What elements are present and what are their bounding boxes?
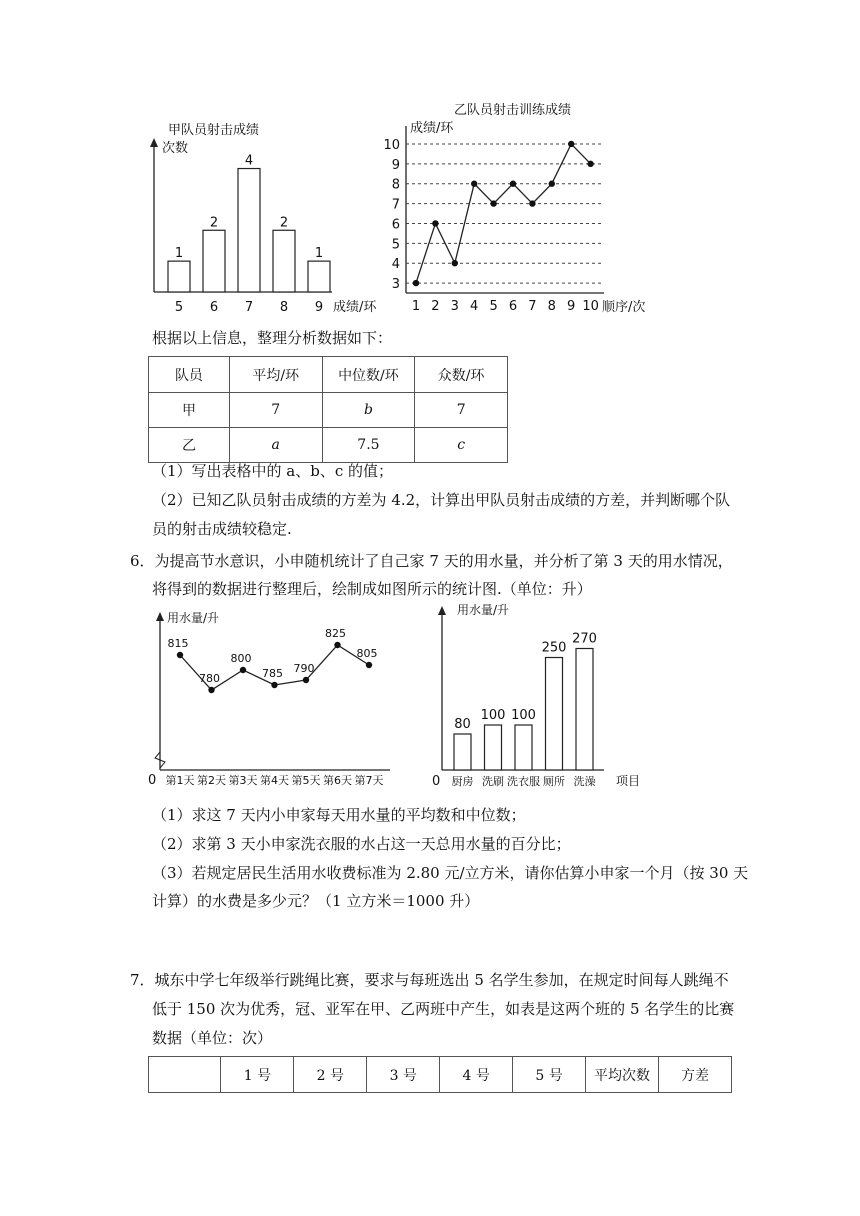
- intro-text: 根据以上信息，整理分析数据如下：: [152, 329, 393, 347]
- q5-part2-line1: （2）已知乙队员射击成绩的方差为 4.2，计算出甲队员射击成绩的方差，并判断哪个队: [152, 491, 731, 509]
- x-tick-label: 8: [279, 300, 289, 315]
- x-tick-label: 厨房: [451, 775, 474, 788]
- q5-part1: （1）写出表格中的 a、b、c 的值；: [152, 462, 394, 480]
- stats-table: [148, 356, 508, 463]
- bar: [454, 734, 471, 770]
- q6-part3-line2: 计算）的水费是多少元？（1 立方米＝1000 升）: [152, 892, 480, 910]
- y-tick-label: 8: [391, 177, 400, 193]
- data-point: [303, 677, 309, 683]
- table-cell: 乙: [149, 428, 230, 463]
- chart-title: 乙队员射击训练成绩: [454, 103, 572, 118]
- x-tick-label: 第4天: [260, 774, 289, 787]
- x-tick-label: 2: [431, 299, 440, 314]
- data-point: [413, 280, 419, 286]
- bar: [485, 725, 502, 770]
- data-label: 825: [325, 627, 346, 640]
- y-axis-arrow: [438, 606, 446, 615]
- data-label: 805: [356, 647, 378, 660]
- q6-part2: （2）求第 3 天小申家洗衣服的水占这一天总用水量的百分比；: [152, 835, 571, 853]
- x-tick-label: 3: [450, 299, 459, 314]
- x-tick-label: 洗澡: [573, 775, 596, 788]
- x-tick-label: 第3天: [228, 774, 258, 787]
- table-header: 中位数/环: [322, 357, 415, 393]
- y-axis-arrow: [156, 612, 164, 621]
- data-point: [208, 687, 214, 693]
- table-cell: 7: [415, 393, 508, 428]
- data-label: 4: [244, 153, 254, 169]
- chart-water-items: [424, 598, 654, 790]
- x-tick-label: 第5天: [291, 774, 321, 787]
- data-label: 1: [174, 246, 184, 262]
- x-tick-label: 第6天: [323, 774, 352, 787]
- bar: [238, 169, 260, 292]
- data-label: 80: [454, 717, 471, 732]
- y-axis-label: 次数: [162, 141, 189, 156]
- x-axis-label: 项目: [616, 774, 641, 788]
- data-point: [549, 181, 555, 187]
- chart-jia-scores: [140, 110, 390, 325]
- chart-daily-water: [140, 606, 400, 788]
- x-tick-label: 6: [508, 299, 518, 314]
- data-point: [177, 652, 183, 658]
- table-header: [149, 1057, 221, 1093]
- data-point: [271, 682, 277, 688]
- bar: [576, 649, 593, 771]
- table-header: 2 号: [294, 1057, 367, 1093]
- y-tick-label: 4: [391, 257, 400, 273]
- bar: [515, 725, 532, 770]
- q7-stem-line2: 低于 150 次为优秀，冠、亚军在甲、乙两班中产生，如表是这两个班的 5 名学生的比赛: [152, 1000, 735, 1018]
- x-tick-label: 6: [209, 300, 219, 315]
- data-point: [510, 181, 516, 187]
- x-axis-label: 成绩/环: [333, 300, 377, 315]
- table-header: 众数/环: [415, 357, 508, 393]
- data-point: [452, 260, 458, 266]
- table-cell: b: [322, 393, 415, 428]
- data-point: [240, 667, 246, 673]
- series-line: [416, 144, 591, 283]
- x-tick-label: 8: [547, 299, 556, 314]
- chart-yi-scores: [372, 98, 672, 320]
- y-tick-label: 3: [391, 277, 400, 293]
- bar: [168, 261, 190, 292]
- y-tick-label: 10: [383, 137, 400, 153]
- table-header: 平均/环: [229, 357, 322, 393]
- data-point: [587, 161, 593, 167]
- x-tick-label: 厕所: [543, 775, 565, 788]
- x-tick-label: 5: [174, 300, 184, 315]
- x-tick-label: 4: [470, 299, 479, 314]
- x-tick-label: 第7天: [354, 774, 384, 787]
- data-point: [366, 662, 372, 668]
- table-cell: 甲: [149, 393, 230, 428]
- y-tick-label: 5: [391, 237, 400, 253]
- data-point: [432, 220, 438, 226]
- x-tick-label: 第1天: [165, 774, 195, 787]
- x-tick-label: 1: [411, 299, 421, 314]
- x-tick-label: 洗刷: [482, 775, 504, 788]
- table-cell: c: [415, 428, 508, 463]
- x-tick-label: 5: [489, 299, 498, 314]
- x-tick-label: 9: [567, 299, 576, 314]
- bar: [546, 658, 563, 771]
- data-label: 785: [262, 667, 283, 680]
- x-tick-label: 9: [314, 300, 324, 315]
- data-label: 800: [230, 652, 252, 665]
- data-point: [334, 642, 340, 648]
- table-cell: 7.5: [322, 428, 415, 463]
- y-tick-label: 6: [391, 217, 400, 233]
- q5-part2-line2: 员的射击成绩较稳定.: [152, 520, 292, 538]
- origin-label: 0: [148, 773, 157, 788]
- bar: [308, 261, 330, 292]
- y-axis-label: 成绩/环: [410, 121, 454, 136]
- table-cell: 7: [229, 393, 322, 428]
- y-axis-label: 用水量/升: [457, 603, 510, 617]
- table-header: 3 号: [367, 1057, 440, 1093]
- table-cell: a: [229, 428, 322, 463]
- data-label: 2: [279, 215, 289, 231]
- x-tick-label: 10: [582, 299, 599, 314]
- x-tick-label: 第2天: [197, 774, 226, 787]
- table-header: 1 号: [221, 1057, 294, 1093]
- data-label: 815: [167, 637, 189, 650]
- bar: [203, 230, 225, 292]
- bar: [273, 230, 295, 292]
- y-axis-label: 用水量/升: [167, 611, 220, 625]
- data-label: 100: [480, 708, 506, 723]
- q6-part3-line1: （3）若规定居民生活用水收费标准为 2.80 元/立方米，请你估算小申家一个月（按 30 天: [152, 864, 749, 882]
- y-axis-arrow: [150, 138, 158, 147]
- chart-title: 甲队员射击成绩: [168, 123, 260, 138]
- data-point: [568, 141, 574, 147]
- origin-label: 0: [432, 774, 441, 789]
- x-tick-label: 7: [244, 300, 254, 315]
- data-label: 250: [541, 640, 567, 656]
- q7-stem-line3: 数据（单位：次）: [152, 1029, 273, 1047]
- table-header: 5 号: [513, 1057, 586, 1093]
- table-header: 平均次数: [586, 1057, 659, 1093]
- data-point: [471, 181, 477, 187]
- data-point: [529, 200, 535, 206]
- q6-stem-line1: 6．为提高节水意识，小申随机统计了自己家 7 天的用水量，并分析了第 3 天的用水情况，: [130, 552, 733, 570]
- x-tick-label: 7: [528, 299, 537, 314]
- y-tick-label: 9: [391, 157, 400, 173]
- x-axis-label: 顺序/次: [602, 300, 646, 315]
- data-label: 790: [293, 662, 315, 675]
- x-tick-label: 洗衣服: [507, 775, 540, 788]
- data-label: 1: [314, 246, 324, 262]
- table-header: 队员: [149, 357, 230, 393]
- data-label: 2: [209, 215, 219, 231]
- q7-stem-line1: 7．城东中学七年级举行跳绳比赛，要求与每班选出 5 名学生参加，在规定时间每人跳绳不: [130, 971, 729, 989]
- jump-rope-table: [148, 1056, 732, 1093]
- table-header: 4 号: [440, 1057, 513, 1093]
- table-header: 方差: [658, 1057, 731, 1093]
- q6-part1: （1）求这 7 天内小申家每天用水量的平均数和中位数；: [152, 806, 526, 824]
- y-tick-label: 7: [391, 197, 400, 213]
- data-point: [490, 200, 496, 206]
- data-label: 100: [511, 708, 536, 723]
- q6-stem-line2: 将得到的数据进行整理后，绘制成如图所示的统计图.（单位：升）: [152, 580, 592, 598]
- data-label: 780: [199, 672, 220, 685]
- data-label: 270: [572, 631, 597, 647]
